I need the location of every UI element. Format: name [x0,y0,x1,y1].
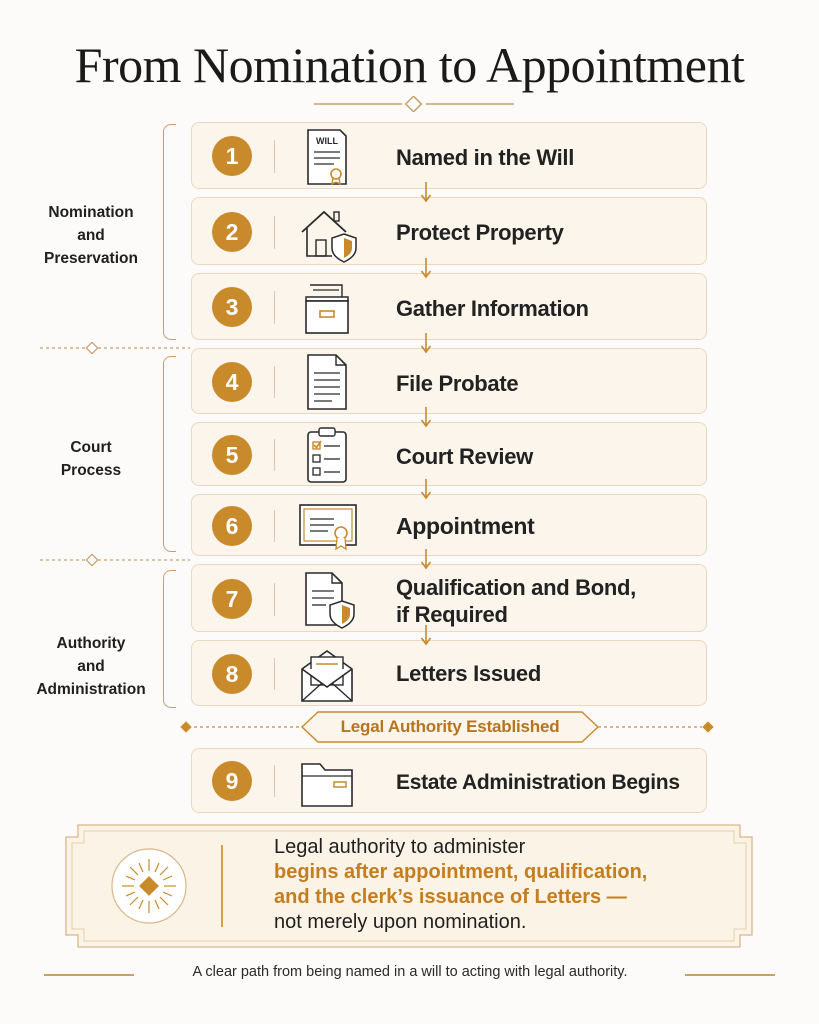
group-bracket-court [163,356,176,552]
group-label-line: Process [60,462,122,479]
step-label: Named in the Will [396,145,575,170]
legal-authority-banner [180,710,720,744]
step-label-line: Qualification and Bond, [396,575,636,600]
step-label: Estate Administration Begins [396,771,680,794]
title-ornament [314,96,514,112]
step-label: Court Review [396,444,533,469]
flow-arrow [420,182,432,204]
flow-arrow [420,407,432,429]
step-separator [274,583,275,616]
step-card-1 [191,122,707,189]
flow-arrow [420,258,432,280]
house-shield-icon [294,202,360,264]
checklist-clipboard-icon [294,424,360,486]
step-number-badge: 9 [212,761,252,801]
step-number-badge: 5 [212,435,252,475]
group-bracket-nomination [163,124,176,340]
step-separator [274,216,275,249]
group-label-court [31,436,151,482]
step-card-3 [191,273,707,340]
step-card-6 [191,494,707,556]
will-document-icon [294,126,360,188]
flow-arrow [420,549,432,571]
step-number-badge: 8 [212,654,252,694]
step-card-9 [191,748,707,813]
key-note-text [274,835,734,935]
step-separator [274,439,275,471]
group-label-line: Administration [36,681,146,698]
step-label: Gather Information [396,296,589,321]
certificate-icon [294,495,360,557]
file-box-icon [294,277,360,339]
step-separator [274,510,275,542]
step-card-5 [191,422,707,486]
group-label-line: Court [70,439,112,456]
section-divider-1 [40,342,190,354]
note-line: not merely upon nomination. [274,911,527,933]
step-separator [274,140,275,173]
footer-rule-left [44,974,134,976]
group-label-line: Nomination [48,204,134,221]
group-label-line: and [77,658,105,675]
footer-rule-right [685,974,775,976]
step-number-badge: 3 [212,287,252,327]
page-title: From Nomination to Appointment [74,37,745,93]
group-bracket-authority [163,570,176,708]
note-highlight-line: begins after appointment, qualification, [274,861,648,883]
step-card-7 [191,564,707,632]
step-card-2 [191,197,707,265]
step-separator [274,291,275,324]
step-card-8 [191,640,707,706]
group-label-nomination [31,201,151,270]
step-label: Letters Issued [396,661,541,686]
document-icon [294,351,360,413]
note-line: Legal authority to administer [274,836,526,858]
step-separator [274,366,275,398]
step-label: File Probate [396,371,519,396]
step-separator [274,658,275,690]
step-number-badge: 4 [212,362,252,402]
flow-arrow [420,479,432,501]
group-label-authority [31,632,151,701]
step-number-badge: 2 [212,212,252,252]
step-separator [274,765,275,797]
will-icon-text: WILL [316,136,338,146]
step-card-4 [191,348,707,414]
document-shield-icon [294,569,360,631]
footer-caption: A clear path from being named in a will to acting with legal authority. [192,964,628,980]
group-label-line: Authority [56,635,126,652]
step-number-badge: 7 [212,579,252,619]
step-number-badge: 6 [212,506,252,546]
step-label-line: if Required [396,602,508,627]
folder-icon [294,750,360,812]
group-label-line: and [77,227,105,244]
flow-arrow [420,333,432,355]
note-highlight-line: and the clerk’s issuance of Letters — [274,886,627,908]
flow-arrow [420,625,432,647]
step-label: Appointment [396,513,535,539]
banner-label: Legal Authority Established [340,717,560,736]
step-label: Protect Property [396,220,564,245]
envelope-letter-icon [294,643,360,705]
section-divider-2 [40,554,190,566]
step-label [396,574,636,628]
group-label-line: Preservation [44,250,138,267]
step-number-badge: 1 [212,136,252,176]
